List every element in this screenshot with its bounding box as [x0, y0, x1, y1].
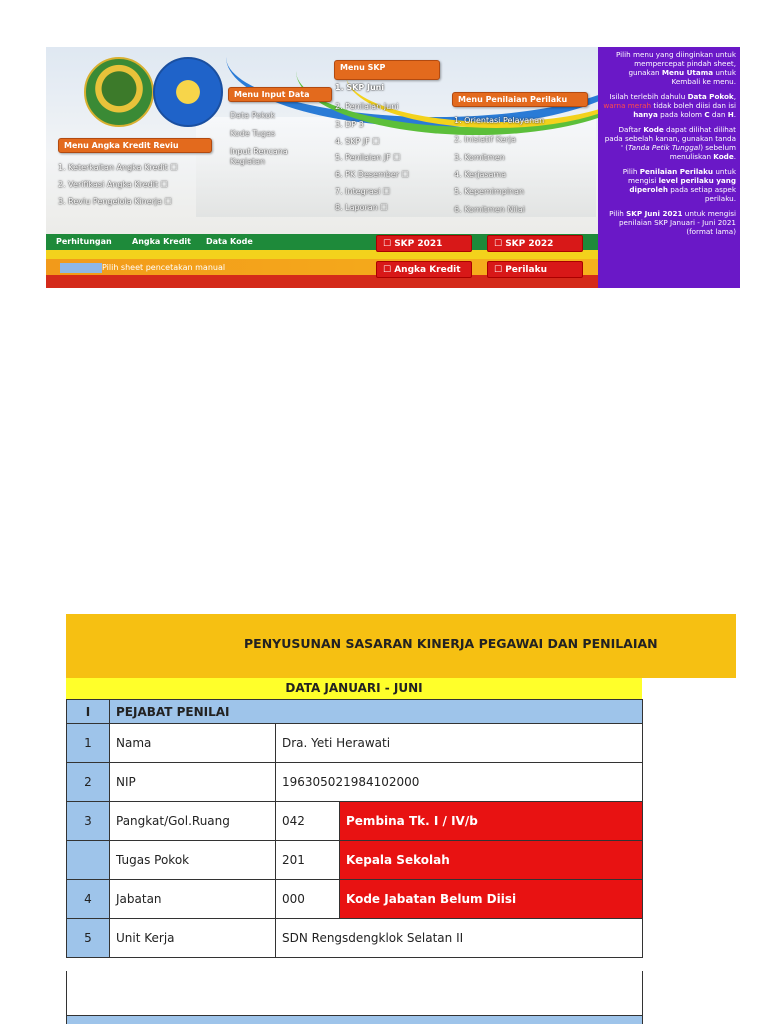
menu-link-keterkaitan-angka-kredit[interactable]: 1. Keterkaitan Angka Kredit ☐	[58, 163, 178, 172]
skp-2022-button[interactable]: ☐ SKP 2022	[487, 235, 583, 252]
next-section-header	[66, 1015, 643, 1024]
jabatan-value-cell: Kode Jabatan Belum Diisi	[340, 880, 643, 919]
tugas-pokok-code-cell[interactable]: 201	[276, 841, 340, 880]
row-label: Unit Kerja	[110, 919, 276, 958]
form-title-bar	[66, 614, 736, 678]
pejabat-penilai-table	[66, 699, 643, 958]
table-spacer-row	[66, 971, 643, 1015]
menu-link-kerjasama[interactable]: 4. Kerjasama	[454, 170, 507, 179]
table-row-tugas-pokok	[67, 841, 643, 880]
table-row-pangkat	[67, 802, 643, 841]
table-row-jabatan	[67, 880, 643, 919]
unit-kerja-value-cell[interactable]: SDN Rengsdengklok Selatan II	[276, 919, 643, 958]
menu-link-penilaian-juni[interactable]: 2. Penilaian Juni	[335, 102, 399, 111]
menu-link-komitmen[interactable]: 3. Komitmen	[454, 153, 505, 162]
row-label: Jabatan	[110, 880, 276, 919]
row-number	[67, 841, 110, 880]
menu-link-skp-jf[interactable]: 4. SKP JF ☐	[335, 137, 380, 146]
menu-link-input-rencana[interactable]: Input Rencana	[230, 147, 288, 156]
menu-link-data-pokok[interactable]: Data Pokok	[230, 111, 275, 120]
print-sheet-selector[interactable]	[60, 263, 102, 273]
section-header-row	[67, 700, 643, 724]
row-number: 5	[67, 919, 110, 958]
help-paragraph-data-pokok: Isilah terlebih dahulu Data Pokok, warna merah tidak boleh diisi dan isi hanya pada kolom C dan H.	[603, 92, 736, 119]
menu-banner	[46, 47, 598, 288]
row-number: 4	[67, 880, 110, 919]
table-row-nama	[67, 724, 643, 763]
skp-2021-button[interactable]: ☐ SKP 2021	[376, 235, 472, 252]
menu-angka-kredit-reviu-title[interactable]: Menu Angka Kredit Reviu	[58, 138, 212, 153]
menu-link-verifikasi-angka-kredit[interactable]: 2. Verifikasi Angka Kredit ☐	[58, 180, 168, 189]
help-panel	[598, 47, 740, 288]
row-label: NIP	[110, 763, 276, 802]
row-label: Pangkat/Gol.Ruang	[110, 802, 276, 841]
menu-link-penilaian-jf[interactable]: 5. Penilaian JF ☐	[335, 153, 401, 162]
help-paragraph-menu: Pilih menu yang diinginkan untuk mempercepat pindah sheet, gunakan Menu Utama untuk Kembali ke menu.	[615, 50, 736, 86]
menu-link-pk-desember[interactable]: 6. PK Desember ☐	[335, 170, 409, 179]
form-subtitle-bar	[66, 678, 642, 699]
kabupaten-karawang-logo	[84, 57, 154, 127]
table-row-nip	[67, 763, 643, 802]
print-sheet-label: Pilih sheet pencetakan manual	[102, 263, 226, 272]
row-number: 3	[67, 802, 110, 841]
menu-link-kepemimpinan[interactable]: 5. Kepemimpinan	[454, 187, 525, 196]
help-paragraph-kode: Daftar Kode dapat dilihat dilihat pada sebelah kanan, gunakan tanda ' (Tanda Petik Tunggal) sebelum menuliskan Kode.	[604, 125, 736, 161]
link-perhitungan[interactable]: Perhitungan	[56, 237, 112, 246]
menu-link-laporan[interactable]: 8. Laporan ☐	[335, 203, 388, 212]
menu-link-komitmen-nilai[interactable]: 6. Komitmen Nilai	[454, 205, 525, 214]
menu-skp-title[interactable]: Menu SKP	[334, 60, 440, 80]
section-title: PEJABAT PENILAI	[110, 700, 643, 724]
pangkat-value-cell: Pembina Tk. I / IV/b	[340, 802, 643, 841]
help-paragraph-perilaku: Pilih Penilaian Perilaku untuk mengisi level perilaku yang diperoleh pada setiap aspek perilaku.	[622, 167, 736, 203]
menu-penilaian-perilaku-title[interactable]: Menu Penilaian Perilaku	[452, 92, 588, 107]
tugas-pokok-value-cell: Kepala Sekolah	[340, 841, 643, 880]
row-number: 2	[67, 763, 110, 802]
menu-link-inisiatif-kerja[interactable]: 2. Inisiatif Kerja	[454, 135, 517, 144]
perilaku-button[interactable]: ☐ Perilaku	[487, 261, 583, 278]
menu-link-dp3[interactable]: 3. DP 3	[335, 120, 364, 129]
row-label: Nama	[110, 724, 276, 763]
form-subtitle: DATA JANUARI - JUNI	[285, 681, 423, 695]
link-data-kode[interactable]: Data Kode	[206, 237, 253, 246]
menu-link-integrasi[interactable]: 7. Integrasi ☐	[335, 187, 391, 196]
row-label: Tugas Pokok	[110, 841, 276, 880]
pangkat-code-cell[interactable]: 042	[276, 802, 340, 841]
nama-value-cell[interactable]: Dra. Yeti Herawati	[276, 724, 643, 763]
table-row-unit-kerja	[67, 919, 643, 958]
nip-value-cell[interactable]: 196305021984102000	[276, 763, 643, 802]
menu-link-reviu-pengelola-kinerja[interactable]: 3. Reviu Pengelola Kinerja ☐	[58, 197, 172, 206]
menu-link-skp-juni[interactable]: 1. SKP Juni	[335, 83, 385, 92]
menu-link-orientasi-pelayanan[interactable]: 1. Orientasi Pelayanan	[454, 116, 545, 125]
menu-link-kegiatan[interactable]: Kegiatan	[230, 157, 266, 166]
angka-kredit-button[interactable]: ☐ Angka Kredit	[376, 261, 472, 278]
jabatan-code-cell[interactable]: 000	[276, 880, 340, 919]
link-angka-kredit[interactable]: Angka Kredit	[132, 237, 191, 246]
row-number: 1	[67, 724, 110, 763]
menu-link-kode-tugas[interactable]: Kode Tugas	[230, 129, 276, 138]
help-paragraph-skp-juni: Pilih SKP Juni 2021 untuk mengisi penilaian SKP Januari - Juni 2021 (format lama)	[609, 209, 736, 236]
menu-input-data-title[interactable]: Menu Input Data	[228, 87, 332, 102]
section-number: I	[67, 700, 110, 724]
form-title: PENYUSUNAN SASARAN KINERJA PEGAWAI DAN PENILAIAN	[244, 636, 658, 651]
tut-wuri-handayani-logo	[153, 57, 223, 127]
